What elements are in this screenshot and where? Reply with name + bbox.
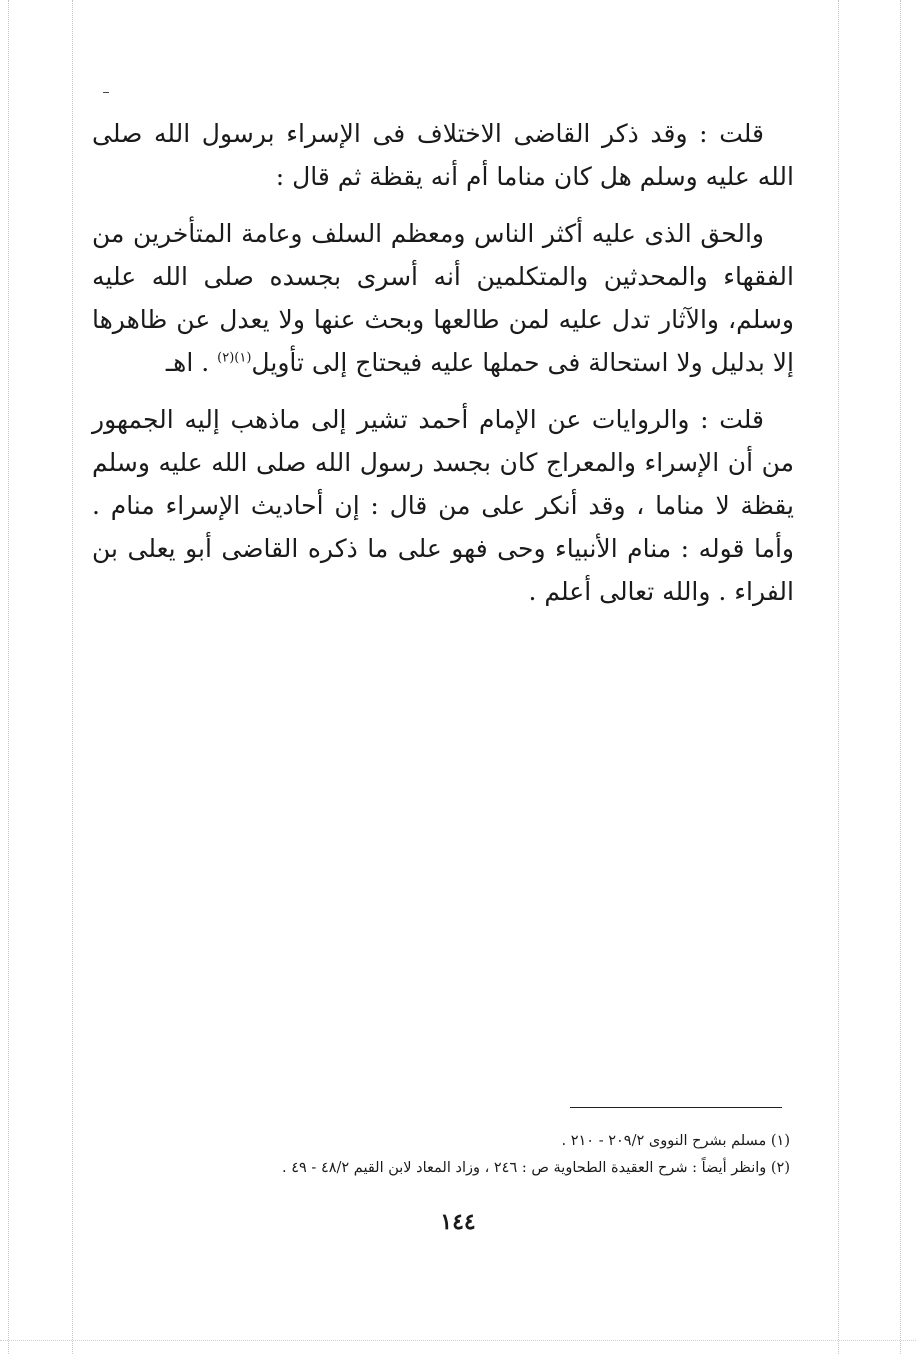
footnote-rule bbox=[570, 1107, 782, 1108]
paragraph-2 bbox=[92, 212, 794, 384]
footnote-1: (١) مسلم بشرح النووى ٢٠٩/٢ - ٢١٠ . bbox=[561, 1133, 790, 1149]
corner-mark bbox=[103, 92, 109, 93]
paragraph-2-end: . اهـ bbox=[165, 348, 218, 377]
paragraph-3: قلت : والروايات عن الإمام أحمد تشير إلى ماذهب إليه الجمهور من أن الإسراء والمعراج كان بجسد رسول الله صلى الله عليه وسلم يقظة لا مناما ، وقد أنكر على من قال : إن أحاديث الإسراء منام . وأما قوله : منام الأنبياء وحى فهو على ما ذكره القاضى أبو يعلى بن الفراء . والله تعالى أعلم . bbox=[92, 405, 794, 606]
scan-guide-left-1 bbox=[8, 0, 9, 1354]
paragraph-2-text: والحق الذى عليه أكثر الناس ومعظم السلف وعامة المتأخرين من الفقهاء والمحدثين والمتكلمين أنه أسرى بجسده صلى الله عليه وسلم، والآثار تدل عليه لمن طالعها وبحث عنها ولا يعدل عن ظاهرها إلا بدليل ولا استحالة فى حملها عليه فيحتاج إلى تأويل bbox=[92, 219, 794, 377]
footnote-refs: (١)(٢) bbox=[217, 350, 252, 366]
main-text bbox=[92, 112, 794, 613]
scan-guide-right-2 bbox=[900, 0, 901, 1354]
scan-guide-right-1 bbox=[838, 0, 839, 1354]
paragraph-1: قلت : وقد ذكر القاضى الاختلاف فى الإسراء برسول الله صلى الله عليه وسلم هل كان مناما أم أنه يقظة ثم قال : bbox=[92, 119, 794, 191]
footnotes bbox=[110, 1128, 790, 1182]
footnote-2: (٢) وانظر أيضاً : شرح العقيدة الطحاوية ص : ٢٤٦ ، وزاد المعاد لابن القيم ٤٨/٢ - ٤٩ . bbox=[282, 1160, 790, 1176]
scan-guide-bottom bbox=[0, 1340, 916, 1341]
scan-guide-left-2 bbox=[72, 0, 73, 1354]
page-number: ١٤٤ bbox=[440, 1209, 476, 1235]
